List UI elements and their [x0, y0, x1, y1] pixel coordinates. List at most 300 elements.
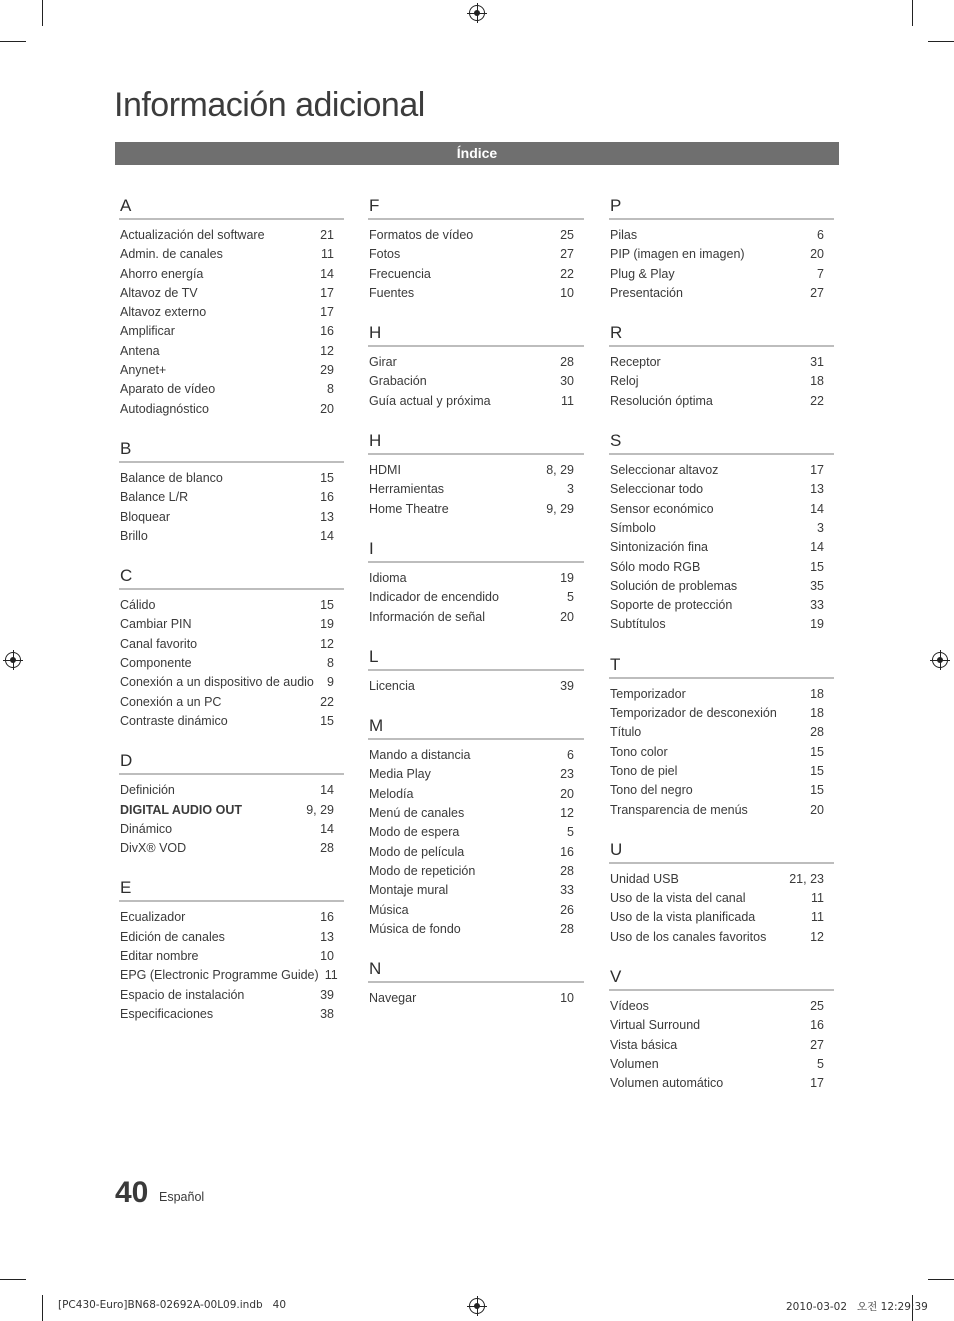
- index-entry: [369, 372, 584, 391]
- index-entry: [120, 303, 344, 322]
- index-entry-pages: 5: [567, 590, 574, 605]
- index-entry: [610, 265, 834, 284]
- index-entry-pages: 18: [810, 686, 824, 701]
- index-letter-heading: B: [119, 437, 344, 463]
- index-group: [369, 537, 584, 627]
- index-entry-term: Volumen: [610, 1056, 659, 1071]
- index-entry-pages: 5: [567, 825, 574, 840]
- index-entry-pages: 13: [320, 929, 334, 944]
- index-entry-term: Soporte de protección: [610, 598, 733, 613]
- index-letter-heading: E: [119, 876, 344, 902]
- index-entry: [610, 743, 834, 762]
- index-entry-term: Virtual Surround: [610, 1018, 701, 1033]
- index-entry-term: Menú de canales: [369, 806, 465, 821]
- crop-mark: [42, 1295, 43, 1321]
- index-entry-term: Formatos de vídeo: [369, 228, 474, 242]
- index-letter-heading: I: [368, 537, 584, 563]
- index-entry-list: [369, 989, 584, 1008]
- index-entry-term: Cambiar PIN: [120, 617, 192, 632]
- index-entry: [369, 588, 584, 607]
- index-entry-term: Tono color: [610, 744, 668, 759]
- page-language: Español: [159, 1190, 205, 1204]
- index-letter-heading: F: [368, 194, 584, 220]
- index-entry: [120, 966, 344, 985]
- index-entry-term: Título: [610, 725, 642, 740]
- index-entry: [120, 226, 344, 245]
- index-entry-term: Contraste dinámico: [120, 713, 228, 728]
- index-entry-term: PIP (imagen en imagen): [610, 247, 745, 262]
- index-group: [369, 429, 584, 519]
- index-entry-term: EPG (Electronic Programme Guide): [120, 968, 319, 983]
- index-entry-term: Uso de la vista del canal: [610, 891, 746, 906]
- index-entry: [369, 843, 584, 862]
- index-entry-term: Conexión a un dispositivo de audio: [120, 675, 314, 690]
- index-entry-pages: 6: [817, 228, 824, 242]
- index-group: [120, 564, 344, 731]
- index-entry-pages: 10: [320, 949, 334, 964]
- registration-mark-icon: [469, 1298, 485, 1314]
- crop-mark: [928, 1279, 954, 1280]
- index-entry-list: [369, 353, 584, 411]
- index-entry: [369, 881, 584, 900]
- index-entry-term: Media Play: [369, 767, 431, 782]
- page-title: Información adicional: [114, 86, 425, 124]
- page-number: 40: [115, 1176, 149, 1209]
- index-entry-term: Edición de canales: [120, 929, 225, 944]
- index-entry-term: Amplificar: [120, 324, 175, 339]
- index-entry: [610, 519, 834, 538]
- index-entry-term: Vídeos: [610, 999, 649, 1014]
- index-entry: [120, 400, 344, 419]
- index-entry-pages: 14: [320, 528, 334, 543]
- index-entry-term: Licencia: [369, 678, 415, 693]
- index-entry-pages: 19: [810, 617, 824, 632]
- index-entry-list: [369, 226, 584, 303]
- index-entry-term: Antena: [120, 343, 160, 358]
- index-entry-pages: 3: [567, 482, 574, 497]
- index-entry: [120, 527, 344, 546]
- index-entry: [610, 284, 834, 303]
- index-entry-pages: 10: [560, 285, 574, 300]
- index-entry-pages: 16: [320, 910, 334, 925]
- index-entry-pages: 20: [810, 247, 824, 262]
- index-entry: [610, 704, 834, 723]
- index-entry: [610, 908, 834, 927]
- index-entry: [120, 380, 344, 399]
- index-entry: [369, 901, 584, 920]
- index-entry: [120, 839, 344, 858]
- index-entry-pages: 33: [810, 598, 824, 613]
- index-entry-list: [120, 781, 344, 858]
- index-entry-pages: 14: [810, 540, 824, 555]
- index-entry-term: Receptor: [610, 355, 661, 370]
- index-entry-pages: 15: [810, 763, 824, 778]
- index-entry-term: Fuentes: [369, 285, 415, 300]
- index-group: [369, 714, 584, 939]
- index-entry-pages: 14: [810, 501, 824, 516]
- print-slug-left: [PC430-Euro]BN68-02692A-00L09.indb 40: [58, 1299, 287, 1311]
- index-entry-term: Componente: [120, 656, 192, 671]
- index-entry-pages: 12: [810, 929, 824, 944]
- index-entry-list: [120, 469, 344, 546]
- index-entry: [120, 781, 344, 800]
- index-entry-term: Espacio de instalación: [120, 987, 245, 1002]
- index-letter-heading: S: [609, 429, 834, 455]
- index-entry-term: Resolución óptima: [610, 393, 713, 408]
- index-entry-pages: 25: [560, 228, 574, 242]
- index-entry-term: Uso de los canales favoritos: [610, 929, 767, 944]
- index-entry-pages: 27: [810, 285, 824, 300]
- index-entry-pages: 15: [810, 744, 824, 759]
- index-entry-term: Símbolo: [610, 520, 656, 535]
- index-letter-heading: V: [609, 965, 834, 991]
- index-entry-pages: 13: [320, 509, 334, 524]
- index-entry-pages: 15: [810, 783, 824, 798]
- index-entry-term: Especificaciones: [120, 1006, 214, 1021]
- index-entry-term: Frecuencia: [369, 266, 431, 281]
- index-entry-pages: 29: [320, 363, 334, 378]
- index-entry-pages: 15: [320, 598, 334, 613]
- index-letter-heading: U: [609, 838, 834, 864]
- index-entry-term: DIGITAL AUDIO OUT: [120, 802, 242, 817]
- index-entry-pages: 11: [324, 968, 338, 983]
- index-entry-pages: 12: [320, 343, 334, 358]
- index-entry-term: Actualización del software: [120, 228, 265, 242]
- index-entry-term: HDMI: [369, 463, 401, 478]
- index-entry-list: [369, 461, 584, 519]
- index-entry: [369, 989, 584, 1008]
- index-entry-term: Reloj: [610, 374, 639, 389]
- index-entry-pages: 11: [561, 393, 574, 408]
- index-entry-term: Girar: [369, 355, 397, 370]
- index-entry-term: Cálido: [120, 598, 156, 613]
- index-group: [120, 437, 344, 546]
- index-entry-term: DivX® VOD: [120, 841, 187, 856]
- index-letter-heading: P: [609, 194, 834, 220]
- index-entry-term: Información de señal: [369, 609, 486, 624]
- index-entry: [120, 265, 344, 284]
- index-entry-term: Solución de problemas: [610, 578, 738, 593]
- index-entry: [369, 461, 584, 480]
- index-entry-list: [120, 908, 344, 1024]
- index-entry-pages: 7: [817, 266, 824, 281]
- index-entry-pages: 16: [560, 844, 574, 859]
- index-entry-list: [369, 677, 584, 696]
- index-entry-list: [120, 596, 344, 731]
- index-entry-term: Indicador de encendido: [369, 590, 499, 605]
- index-entry-pages: 14: [320, 266, 334, 281]
- index-group: [610, 321, 834, 411]
- crop-mark: [0, 1279, 26, 1280]
- index-entry: [369, 785, 584, 804]
- index-entry-pages: 22: [320, 694, 334, 709]
- index-entry: [610, 928, 834, 947]
- crop-mark: [42, 0, 43, 26]
- index-entry: [610, 538, 834, 557]
- index-entry: [369, 392, 584, 411]
- index-entry-term: Dinámico: [120, 821, 173, 836]
- index-entry-pages: 23: [560, 767, 574, 782]
- index-entry-term: Herramientas: [369, 482, 445, 497]
- index-entry: [610, 558, 834, 577]
- index-group: [369, 321, 584, 411]
- index-group: [120, 749, 344, 858]
- index-entry: [120, 673, 344, 692]
- index-letter-heading: R: [609, 321, 834, 347]
- index-letter-heading: D: [119, 749, 344, 775]
- index-entry-pages: 11: [811, 891, 824, 906]
- index-entry-term: Música de fondo: [369, 921, 461, 936]
- index-entry-pages: 38: [320, 1006, 334, 1021]
- index-entry-pages: 25: [810, 999, 824, 1014]
- index-entry: [369, 608, 584, 627]
- index-entry-term: Navegar: [369, 991, 417, 1006]
- index-entry: [610, 685, 834, 704]
- index-entry-term: Subtítulos: [610, 617, 666, 632]
- index-entry-pages: 19: [320, 617, 334, 632]
- index-entry-term: Autodiagnóstico: [120, 401, 209, 416]
- index-entry-term: Sintonización fina: [610, 540, 708, 555]
- index-letter-heading: T: [609, 653, 834, 679]
- index-entry-pages: 6: [567, 748, 574, 763]
- crop-mark: [928, 41, 954, 42]
- index-entry-term: Temporizador de desconexión: [610, 706, 777, 721]
- index-entry-term: Uso de la vista planificada: [610, 910, 756, 925]
- index-entry-pages: 27: [560, 247, 574, 262]
- index-entry: [120, 488, 344, 507]
- index-entry: [610, 801, 834, 820]
- index-entry: [610, 500, 834, 519]
- index-letter-heading: M: [368, 714, 584, 740]
- index-entry-list: [610, 461, 834, 635]
- registration-mark-icon: [5, 652, 21, 668]
- index-entry: [610, 615, 834, 634]
- index-entry-pages: 19: [560, 570, 574, 585]
- index-entry: [610, 997, 834, 1016]
- index-entry: [369, 862, 584, 881]
- index-entry-term: Seleccionar altavoz: [610, 463, 719, 478]
- index-group: [120, 194, 344, 419]
- index-entry: [120, 712, 344, 731]
- index-entry-term: Balance de blanco: [120, 470, 223, 485]
- index-entry: [120, 693, 344, 712]
- index-entry-pages: 18: [810, 374, 824, 389]
- index-entry-term: Montaje mural: [369, 883, 449, 898]
- index-entry: [120, 615, 344, 634]
- index-letter-heading: L: [368, 645, 584, 671]
- index-entry-term: Editar nombre: [120, 949, 199, 964]
- index-entry-pages: 5: [817, 1056, 824, 1071]
- index-entry-pages: 20: [810, 802, 824, 817]
- index-entry: [369, 677, 584, 696]
- index-group: [610, 194, 834, 303]
- index-entry-pages: 21: [320, 228, 334, 242]
- index-entry: [120, 801, 344, 820]
- index-entry-term: Tono del negro: [610, 783, 693, 798]
- index-entry: [610, 723, 834, 742]
- index-entry-pages: 11: [321, 247, 334, 262]
- index-entry: [369, 804, 584, 823]
- index-entry: [120, 654, 344, 673]
- index-entry-term: Volumen automático: [610, 1076, 724, 1091]
- index-entry: [369, 746, 584, 765]
- index-entry-term: Modo de película: [369, 844, 465, 859]
- index-entry-term: Idioma: [369, 570, 407, 585]
- index-entry-pages: 11: [811, 910, 824, 925]
- index-entry-term: Plug & Play: [610, 266, 675, 281]
- index-entry-pages: 16: [320, 324, 334, 339]
- index-entry: [610, 577, 834, 596]
- index-entry-pages: 15: [810, 559, 824, 574]
- index-entry-pages: 26: [560, 902, 574, 917]
- index-entry: [369, 569, 584, 588]
- index-entry-pages: 28: [320, 841, 334, 856]
- index-entry-pages: 30: [560, 374, 574, 389]
- index-entry: [120, 908, 344, 927]
- index-entry-pages: 14: [320, 821, 334, 836]
- index-entry-pages: 8: [327, 656, 334, 671]
- index-entry: [369, 920, 584, 939]
- index-entry-term: Música: [369, 902, 409, 917]
- index-entry-pages: 17: [320, 305, 334, 320]
- index-entry: [610, 392, 834, 411]
- index-group: [369, 194, 584, 303]
- index-entry-pages: 14: [320, 783, 334, 798]
- index-entry-list: [610, 353, 834, 411]
- index-entry-list: [610, 997, 834, 1093]
- index-entry-term: Ecualizador: [120, 910, 186, 925]
- index-entry-term: Vista básica: [610, 1037, 678, 1052]
- index-letter-heading: H: [368, 321, 584, 347]
- index-entry-pages: 28: [560, 355, 574, 370]
- index-entry-pages: 15: [320, 470, 334, 485]
- index-entry: [369, 245, 584, 264]
- index-entry: [120, 508, 344, 527]
- index-column: [369, 194, 584, 1026]
- index-entry-term: Sólo modo RGB: [610, 559, 701, 574]
- section-band: Índice: [115, 142, 839, 165]
- index-entry-pages: 17: [810, 1076, 824, 1091]
- index-entry: [120, 342, 344, 361]
- index-entry: [120, 947, 344, 966]
- index-entry: [369, 284, 584, 303]
- index-entry-term: Bloquear: [120, 509, 171, 524]
- index-entry-term: Guía actual y próxima: [369, 393, 491, 408]
- index-entry-pages: 16: [810, 1018, 824, 1033]
- index-entry: [120, 284, 344, 303]
- index-entry-list: [610, 226, 834, 303]
- index-entry: [610, 461, 834, 480]
- index-entry: [120, 635, 344, 654]
- index-entry-pages: 27: [810, 1037, 824, 1052]
- index-entry-term: Temporizador: [610, 686, 686, 701]
- index-entry-pages: 3: [817, 520, 824, 535]
- index-entry-list: [610, 685, 834, 820]
- index-column: [610, 194, 834, 1112]
- index-entry: [120, 469, 344, 488]
- index-entry-pages: 28: [560, 863, 574, 878]
- index-entry-pages: 20: [320, 401, 334, 416]
- index-entry-pages: 39: [560, 678, 574, 693]
- index-entry: [369, 500, 584, 519]
- index-entry-pages: 8, 29: [546, 463, 574, 478]
- index-entry-pages: 22: [560, 266, 574, 281]
- index-group: [610, 653, 834, 820]
- index-entry-term: Ahorro energía: [120, 266, 204, 281]
- registration-mark-icon: [932, 652, 948, 668]
- index-entry: [120, 928, 344, 947]
- index-entry: [120, 820, 344, 839]
- index-entry-term: Definición: [120, 783, 175, 798]
- index-entry: [120, 596, 344, 615]
- index-entry: [610, 889, 834, 908]
- index-entry: [610, 1074, 834, 1093]
- index-entry-term: Tono de piel: [610, 763, 678, 778]
- index-entry: [120, 986, 344, 1005]
- index-entry: [369, 265, 584, 284]
- index-letter-heading: N: [368, 957, 584, 983]
- index-entry-pages: 20: [560, 786, 574, 801]
- index-entry-list: [120, 226, 344, 419]
- index-entry-term: Modo de espera: [369, 825, 460, 840]
- index-entry-term: Canal favorito: [120, 636, 198, 651]
- index-entry: [610, 1036, 834, 1055]
- index-entry: [610, 226, 834, 245]
- index-entry: [369, 765, 584, 784]
- crop-mark: [0, 41, 26, 42]
- index-entry-pages: 12: [560, 806, 574, 821]
- index-entry: [610, 245, 834, 264]
- index-entry-term: Aparato de vídeo: [120, 382, 216, 397]
- index-entry-term: Home Theatre: [369, 501, 449, 516]
- index-entry: [369, 823, 584, 842]
- index-entry-pages: 31: [810, 355, 824, 370]
- index-entry: [610, 353, 834, 372]
- index-entry: [120, 322, 344, 341]
- index-entry: [120, 361, 344, 380]
- index-entry-pages: 28: [810, 725, 824, 740]
- index-entry-pages: 13: [810, 482, 824, 497]
- index-entry-term: Sensor económico: [610, 501, 714, 516]
- index-entry-term: Anynet+: [120, 363, 167, 378]
- index-entry-term: Presentación: [610, 285, 683, 300]
- index-entry-term: Transparencia de menús: [610, 802, 748, 817]
- index-entry-pages: 22: [810, 393, 824, 408]
- index-entry-pages: 21, 23: [789, 871, 824, 886]
- index-entry: [610, 762, 834, 781]
- index-entry: [610, 596, 834, 615]
- index-entry-term: Conexión a un PC: [120, 694, 222, 709]
- index-entry: [610, 781, 834, 800]
- index-entry: [120, 245, 344, 264]
- index-entry-pages: 10: [560, 991, 574, 1006]
- index-entry-pages: 17: [810, 463, 824, 478]
- index-entry: [610, 1055, 834, 1074]
- index-entry-list: [610, 870, 834, 947]
- index-entry: [610, 1016, 834, 1035]
- index-entry-list: [369, 746, 584, 939]
- index-entry-pages: 28: [560, 921, 574, 936]
- print-slug-right: 2010-03-02 오전 12:29:39: [786, 1301, 928, 1313]
- index-entry-term: Altavoz externo: [120, 305, 207, 320]
- index-entry-term: Balance L/R: [120, 490, 189, 505]
- index-entry-list: [369, 569, 584, 627]
- index-entry-pages: 17: [320, 285, 334, 300]
- index-entry: [369, 353, 584, 372]
- index-group: [610, 838, 834, 947]
- index-entry-pages: 8: [327, 382, 334, 397]
- index-group: [610, 429, 834, 635]
